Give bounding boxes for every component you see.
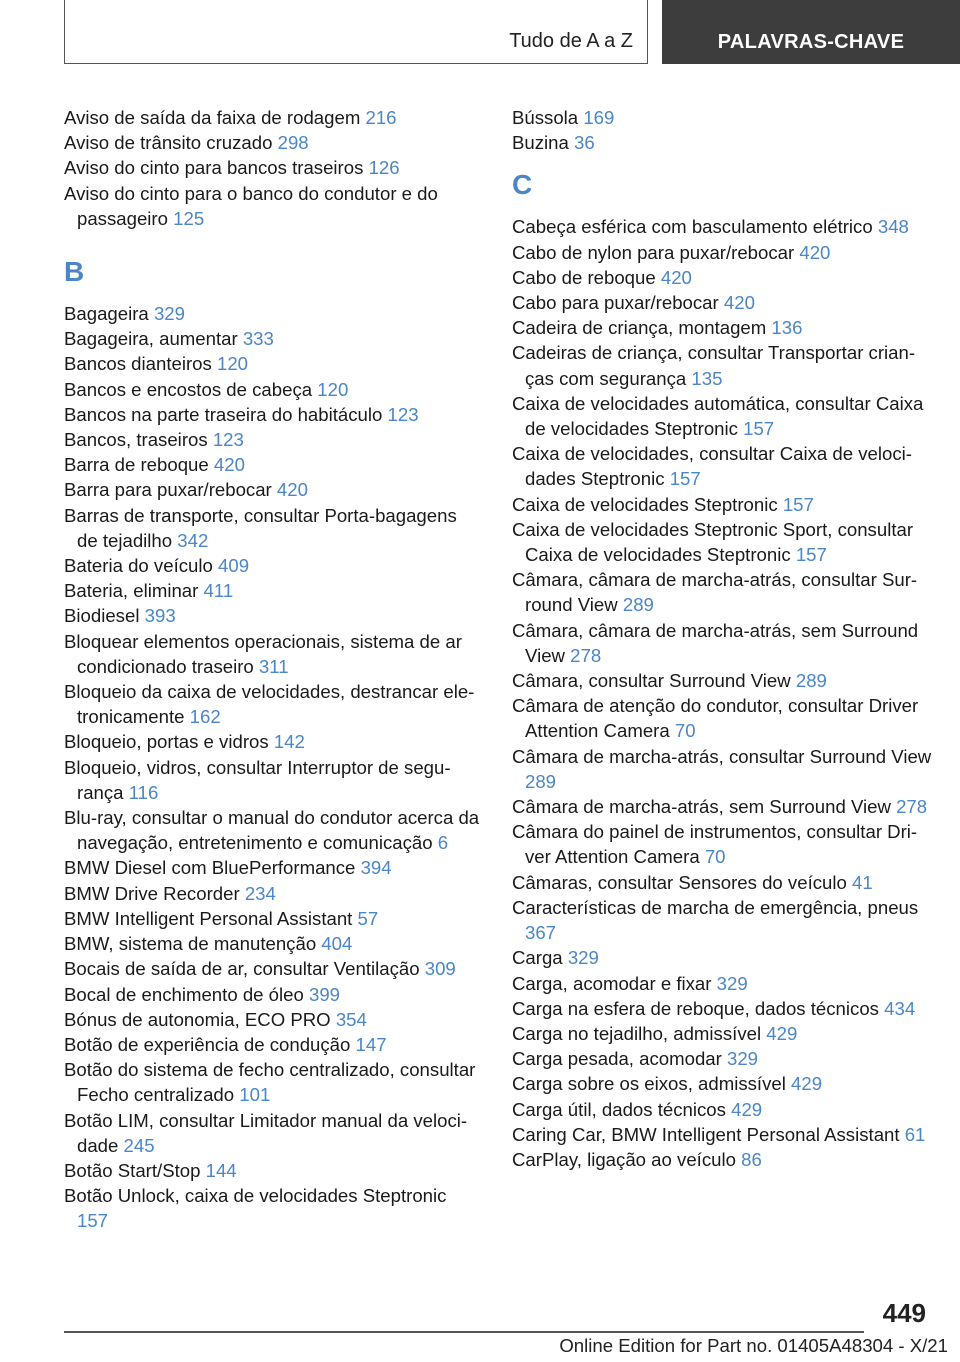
index-entry <box>64 181 482 231</box>
index-entry-page-link[interactable]: 278 <box>570 644 602 666</box>
index-entry <box>64 982 482 1007</box>
index-entry-term: Bateria do veículo <box>64 555 213 577</box>
index-entry <box>64 452 482 477</box>
index-entry-term: BMW Drive Recorder <box>64 882 240 904</box>
index-entry-term: Aviso do cinto para bancos traseiros <box>64 157 364 179</box>
index-entry-page-link[interactable]: 342 <box>177 529 209 551</box>
page-number: 449 <box>882 1298 926 1328</box>
index-entry <box>512 130 932 155</box>
index-entry <box>64 477 482 502</box>
index-entry-page-link[interactable]: 409 <box>218 555 250 577</box>
index-entry-term: Câmara de marcha-atrás, sem Surround View <box>512 796 891 818</box>
index-entry-term: Aviso de saída da faixa de rodagem <box>64 107 361 128</box>
index-entry-term: Carga pesada, acomodar <box>512 1048 722 1070</box>
index-entry-page-link[interactable]: 309 <box>424 958 456 980</box>
header-tab <box>662 0 960 64</box>
header-section-box <box>64 0 648 64</box>
index-entry <box>64 402 482 427</box>
index-entry-page-link[interactable]: 157 <box>743 418 775 440</box>
index-entry-term: Carga, acomodar e fixar <box>512 972 712 994</box>
index-entry <box>64 855 482 880</box>
index-column-right <box>512 105 932 1172</box>
index-entry-page-link[interactable]: 245 <box>123 1134 155 1156</box>
index-entry <box>64 351 482 376</box>
index-entry <box>512 567 932 617</box>
index-entry-term: Bagageira, aumentar <box>64 328 238 350</box>
index-entry-page-link[interactable]: 329 <box>716 972 748 994</box>
index-entry-page-link[interactable]: 70 <box>704 846 726 868</box>
index-entry <box>512 1122 932 1147</box>
index-entry <box>512 996 932 1021</box>
index-entry-page-link[interactable]: 420 <box>660 266 692 288</box>
index-entry <box>512 1046 932 1071</box>
index-entry-term: Bateria, eliminar <box>64 580 199 602</box>
index-entry <box>64 301 482 326</box>
index-entry <box>512 340 932 390</box>
index-entry-page-link[interactable]: 120 <box>216 353 249 375</box>
index-entry-page-link[interactable]: 86 <box>741 1148 762 1170</box>
index-entry-page-link[interactable]: 367 <box>525 922 557 944</box>
index-entry <box>64 130 482 155</box>
index-entry-page-link[interactable]: 169 <box>583 107 615 128</box>
index-entry-term: Botão Start/Stop <box>64 1159 201 1181</box>
index-entry-term: Câmaras, consultar Sensores do veículo <box>512 871 847 893</box>
index-entry <box>64 503 482 553</box>
index-entry-page-link[interactable]: 125 <box>173 207 205 229</box>
index-entry <box>512 391 932 441</box>
index-entry-page-link[interactable]: 311 <box>258 655 289 677</box>
index-entry-page-link[interactable]: 123 <box>387 403 419 425</box>
index-entry-page-link[interactable]: 6 <box>437 832 449 854</box>
index-entry-page-link[interactable]: 411 <box>203 580 234 602</box>
index-entry-term: Câmara, consultar Surround View <box>512 670 791 692</box>
index-entry-term: Câmara, câmara de marcha-atrás, sem Surround View <box>512 619 919 666</box>
index-entry-page-link[interactable]: 157 <box>669 468 701 490</box>
index-entry-term: Caixa de velocidades Steptronic Sport, consultar Caixa de velocidades Steptronic <box>512 518 914 566</box>
index-entry <box>64 755 482 805</box>
index-entry-term: Biodiesel <box>64 605 140 627</box>
index-entry-term: Características de marcha de emergência, pneus <box>512 896 919 918</box>
index-entry <box>64 679 482 729</box>
index-entry-term: CarPlay, ligação ao veículo <box>512 1148 736 1170</box>
index-entry-page-link[interactable]: 393 <box>144 605 176 627</box>
footer-edition-text: Online Edition for Part no. 01405A48304 - X/21 <box>559 1335 948 1356</box>
index-entry-page-link[interactable]: 298 <box>277 132 309 154</box>
index-entry-term: Bloquear elementos operacionais, sistema de ar condicionado traseiro <box>64 630 462 677</box>
index-entry-term: Cadeiras de criança, consultar Transportar crianças com segurança <box>512 342 916 389</box>
index-entry-term: Cadeira de criança, montagem <box>512 317 767 339</box>
index-entry-page-link[interactable]: 157 <box>77 1210 109 1232</box>
index-entry-page-link[interactable]: 70 <box>674 720 696 742</box>
index-entry-page-link[interactable]: 420 <box>799 241 831 263</box>
index-entry-term: Câmara de marcha-atrás, consultar Surround View <box>512 745 932 767</box>
index-entry <box>512 1097 932 1122</box>
index-entry-page-link[interactable]: 420 <box>723 292 755 314</box>
index-entry <box>512 441 932 491</box>
index-entry <box>64 1032 482 1057</box>
index-entry-term: Câmara de atenção do condutor, consultar Driver Attention Camera <box>512 695 919 742</box>
index-column-left <box>64 105 482 1234</box>
index-entry-page-link[interactable]: 394 <box>360 857 392 879</box>
index-entry-term: Caixa de velocidades Steptronic <box>512 493 778 515</box>
index-entry-term: Botão do sistema de fecho centralizado, consultar Fecho centralizado <box>64 1059 476 1106</box>
index-entry-page-link[interactable]: 399 <box>309 983 341 1005</box>
index-entry-term: Cabo para puxar/rebocar <box>512 292 719 314</box>
index-entry-term: Bloqueio da caixa de velocidades, destrancar eletronicamente <box>64 681 475 728</box>
index-entry <box>512 693 932 743</box>
index-entry-term: BMW Intelligent Personal Assistant <box>64 907 353 929</box>
index-entry-page-link[interactable]: 36 <box>574 132 595 154</box>
index-entry <box>64 155 482 180</box>
index-entry-page-link[interactable]: 429 <box>731 1098 763 1120</box>
index-entry-term: Aviso do cinto para o banco do condutor e do passageiro <box>64 182 438 229</box>
index-entry-term: BMW, sistema de manutenção <box>64 933 317 955</box>
index-entry-term: Cabeça esférica com basculamento elétrico <box>512 216 873 238</box>
index-entry-term: Bónus de autonomia, ECO PRO <box>64 1008 331 1030</box>
index-entry-term: Bússola <box>512 107 579 128</box>
index-entry-page-link[interactable]: 120 <box>317 378 349 400</box>
index-entry-term: Caixa de velocidades, consultar Caixa de velocidades Steptronic <box>512 443 912 490</box>
index-entry-page-link[interactable]: 420 <box>213 454 245 476</box>
index-entry <box>512 290 932 315</box>
index-entry-term: BMW Diesel com BluePerformance <box>64 857 356 879</box>
index-letter-heading: B <box>64 256 85 288</box>
index-entry-term: Bocal de enchimento de óleo <box>64 983 304 1005</box>
index-entry-page-link[interactable]: 162 <box>189 706 221 728</box>
index-entry <box>512 517 932 567</box>
index-entry <box>512 492 932 517</box>
index-entry <box>512 870 932 895</box>
index-entry-page-link[interactable]: 329 <box>567 947 599 969</box>
index-entry-term: Carga útil, dados técnicos <box>512 1098 726 1120</box>
index-entry-term: Bocais de saída de ar, consultar Ventilação <box>64 958 420 980</box>
index-entry-term: Barra para puxar/rebocar <box>64 479 272 501</box>
index-entry-page-link[interactable]: 126 <box>368 157 400 179</box>
index-entry <box>512 618 932 668</box>
index-entry <box>64 956 482 981</box>
index-entry-term: Caixa de velocidades automática, consultar Caixa de velocidades Steptronic <box>512 392 924 440</box>
index-entry <box>64 105 482 130</box>
index-entry-page-link[interactable]: 147 <box>355 1033 387 1055</box>
index-entry-page-link[interactable]: 142 <box>273 731 305 753</box>
index-entry <box>512 971 932 996</box>
index-entry <box>512 214 932 239</box>
index-entry <box>512 895 932 945</box>
index-entry-page-link[interactable]: 57 <box>357 907 379 929</box>
index-entry-term: Botão LIM, consultar Limitador manual da velocidade <box>64 1109 468 1156</box>
index-entry <box>512 668 932 693</box>
index-entry-term: Aviso de trânsito cruzado <box>64 132 273 154</box>
index-entry-term: Bagageira <box>64 303 149 325</box>
index-entry <box>512 315 932 340</box>
index-entry-page-link[interactable]: 429 <box>791 1073 823 1095</box>
index-letter-heading: C <box>512 169 533 201</box>
index-entry <box>512 744 932 794</box>
index-entry <box>64 906 482 931</box>
index-entry-term: Caring Car, BMW Intelligent Personal Assistant <box>512 1123 900 1145</box>
index-entry-page-link[interactable]: 289 <box>622 594 654 616</box>
index-entry <box>512 945 932 970</box>
index-entry-page-link[interactable]: 329 <box>727 1048 759 1070</box>
index-entry-page-link[interactable]: 404 <box>321 933 353 955</box>
index-entry-page-link[interactable]: 216 <box>365 107 397 128</box>
index-entry-page-link[interactable]: 123 <box>212 429 244 451</box>
index-entry-page-link[interactable]: 61 <box>904 1123 926 1145</box>
index-entry-term: Barras de transporte, consultar Porta-bagagens de tejadilho <box>64 504 457 551</box>
index-entry <box>64 931 482 956</box>
index-entry <box>64 629 482 679</box>
index-entry-page-link[interactable]: 144 <box>205 1159 237 1181</box>
index-entry <box>64 1158 482 1183</box>
index-entry-term: Bancos e encostos de cabeça <box>64 378 313 400</box>
index-entry <box>512 1071 932 1096</box>
index-entry-page-link[interactable]: 135 <box>691 367 723 389</box>
index-entry-page-link[interactable]: 348 <box>877 216 909 238</box>
index-entry <box>64 1007 482 1032</box>
index-entry <box>64 326 482 351</box>
index-entry-term: Botão Unlock, caixa de velocidades Steptronic <box>64 1185 447 1207</box>
index-entry-term: Bancos na parte traseira do habitáculo <box>64 403 383 425</box>
index-entry <box>64 427 482 452</box>
index-entry-term: Blu-ray, consultar o manual do condutor acerca da navegação, entretenimento e comunicação <box>64 807 480 854</box>
index-entry-term: Câmara, câmara de marcha-atrás, consultar Surround View <box>512 569 918 616</box>
tab-label: PALAVRAS-CHAVE <box>717 31 905 53</box>
index-entry <box>64 377 482 402</box>
index-entry-term: Buzina <box>512 132 569 154</box>
index-entry <box>64 553 482 578</box>
index-entry-page-link[interactable]: 136 <box>771 317 803 339</box>
index-entry <box>64 881 482 906</box>
index-entry-term: Câmara do painel de instrumentos, consultar Driver Attention Camera <box>512 821 918 868</box>
index-entry-page-link[interactable]: 333 <box>242 328 274 350</box>
index-entry-term: Bloqueio, vidros, consultar Interruptor de segurança <box>64 756 451 803</box>
index-entry-term: Carga sobre os eixos, admissível <box>512 1073 786 1095</box>
index-entry-term: Carga no tejadilho, admissível <box>512 1022 762 1044</box>
index-entry-page-link[interactable]: 278 <box>896 796 928 818</box>
index-entry <box>64 603 482 628</box>
index-entry <box>64 1108 482 1158</box>
index-entry-page-link[interactable]: 434 <box>884 997 916 1019</box>
footer-divider <box>64 1331 864 1333</box>
index-entry <box>512 819 932 869</box>
index-entry <box>64 805 482 855</box>
index-entry <box>512 1147 932 1172</box>
index-entry <box>512 265 932 290</box>
index-entry <box>512 240 932 265</box>
index-entry-term: Barra de reboque <box>64 454 209 476</box>
index-entry <box>64 578 482 603</box>
index-entry-page-link[interactable]: 116 <box>128 781 159 803</box>
index-entry-page-link[interactable]: 354 <box>335 1008 367 1030</box>
index-entry-page-link[interactable]: 234 <box>244 882 276 904</box>
index-entry-page-link[interactable]: 429 <box>766 1022 798 1044</box>
index-entry-term: Bancos, traseiros <box>64 429 208 451</box>
index-entry <box>64 1183 482 1233</box>
index-entry <box>64 729 482 754</box>
index-entry-term: Carga <box>512 947 563 969</box>
index-entry <box>512 1021 932 1046</box>
index-entry-page-link[interactable]: 157 <box>782 493 814 515</box>
index-entry <box>512 105 932 130</box>
index-entry-page-link[interactable]: 289 <box>525 770 557 792</box>
index-entry-page-link[interactable]: 289 <box>795 670 827 692</box>
index-entry <box>512 794 932 819</box>
index-entry-page-link[interactable]: 157 <box>795 544 827 566</box>
index-entry-page-link[interactable]: 329 <box>153 303 185 325</box>
index-entry-term: Bloqueio, portas e vidros <box>64 731 269 753</box>
index-entry <box>64 1057 482 1107</box>
index-entry-page-link[interactable]: 420 <box>276 479 308 501</box>
index-entry-term: Cabo de nylon para puxar/rebocar <box>512 241 795 263</box>
index-entry-page-link[interactable]: 41 <box>852 871 873 893</box>
index-entry-term: Carga na esfera de reboque, dados técnicos <box>512 997 879 1019</box>
index-entry-term: Cabo de reboque <box>512 266 656 288</box>
index-entry-page-link[interactable]: 101 <box>239 1084 271 1106</box>
index-entry-term: Botão de experiência de condução <box>64 1033 351 1055</box>
section-title: Tudo de A a Z <box>509 30 633 52</box>
index-entry-term: Bancos dianteiros <box>64 353 212 375</box>
